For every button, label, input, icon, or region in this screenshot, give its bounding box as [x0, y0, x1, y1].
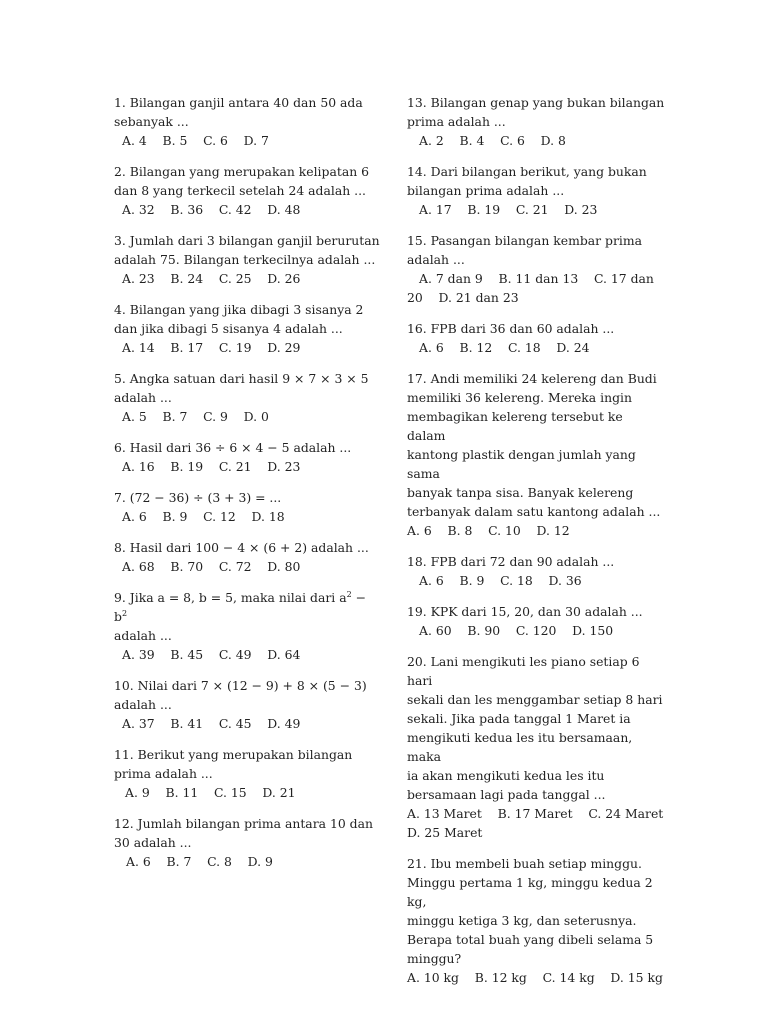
question-stem: 13. Bilangan genap yang bukan bilangan prima adalah ... — [407, 95, 665, 129]
answer-options: A. 32 B. 36 C. 42 D. 48 — [122, 202, 301, 217]
question-stem: 11. Berikut yang merupakan bilangan prima adalah ... — [114, 747, 353, 781]
answer-options: A. 6 B. 9 C. 12 D. 18 — [122, 509, 285, 524]
question-stem: 10. Nilai dari 7 × (12 − 9) + 8 × (5 − 3) adalah ... — [114, 678, 367, 712]
question-stem — [114, 588, 382, 645]
exponent: 2 — [346, 590, 352, 599]
question-stem: 20. Lani mengikuti les piano setiap 6 hari sekali dan les menggambar setiap 8 hari sekali. Jika pada tanggal 1 Maret ia mengikuti kedua les itu bersamaan, maka ia akan mengikuti kedua les itu bersamaan lagi pada tanggal ... — [407, 654, 663, 802]
question-stem: 4. Bilangan yang jika dibagi 3 sisanya 2 dan jika dibagi 5 sisanya 4 adalah ... — [114, 302, 364, 336]
question-7 — [114, 488, 382, 526]
question-11 — [114, 745, 382, 802]
answer-options: A. 60 B. 90 C. 120 D. 150 — [419, 623, 614, 638]
answer-options: A. 37 B. 41 C. 45 D. 49 — [122, 716, 301, 731]
question-stem: 18. FPB dari 72 dan 90 adalah ... — [407, 554, 615, 569]
question-stem: 2. Bilangan yang merupakan kelipatan 6 dan 8 yang terkecil setelah 24 adalah ... — [114, 164, 370, 198]
answer-options: A. 9 B. 11 C. 15 D. 21 — [125, 785, 296, 800]
answer-options: A. 4 B. 5 C. 6 D. 7 — [122, 133, 269, 148]
question-stem: 19. KPK dari 15, 20, dan 30 adalah ... — [407, 604, 643, 619]
question-8 — [114, 538, 382, 576]
question-5 — [114, 369, 382, 426]
question-stem: 1. Bilangan ganjil antara 40 dan 50 ada sebanyak ... — [114, 95, 363, 129]
answer-options — [407, 269, 665, 307]
question-12 — [114, 814, 382, 871]
question-stem: 6. Hasil dari 36 ÷ 6 × 4 − 5 adalah ... — [114, 440, 352, 455]
answer-options: A. 14 B. 17 C. 19 D. 29 — [122, 340, 301, 355]
question-6 — [114, 438, 382, 476]
answer-options: A. 2 B. 4 C. 6 D. 8 — [419, 133, 566, 148]
question-17 — [407, 369, 665, 540]
question-stem: 17. Andi memiliki 24 kelereng dan Budi memiliki 36 kelereng. Mereka ingin membagikan kelereng tersebut ke dalam kantong plastik dengan jumlah yang sama banyak tanpa sisa. Banyak kelereng terbanyak dalam satu kantong adalah ... — [407, 371, 661, 519]
question-stem: 14. Dari bilangan berikut, yang bukan bilangan prima adalah ... — [407, 164, 647, 198]
question-16 — [407, 319, 665, 357]
answer-options: A. 23 B. 24 C. 25 D. 26 — [122, 271, 301, 286]
answer-options: A. 16 B. 19 C. 21 D. 23 — [122, 459, 301, 474]
question-stem: 12. Jumlah bilangan prima antara 10 dan 30 adalah ... — [114, 816, 373, 850]
question-stem: 16. FPB dari 36 dan 60 adalah ... — [407, 321, 615, 336]
answer-options: A. 5 B. 7 C. 9 D. 0 — [122, 409, 269, 424]
answer-options: A. 6 B. 7 C. 8 D. 9 — [126, 854, 273, 869]
question-14 — [407, 162, 665, 219]
question-19 — [407, 602, 665, 640]
question-21 — [407, 854, 665, 987]
stem-part: adalah ... — [114, 628, 172, 643]
answer-options: A. 10 kg B. 12 kg C. 14 kg D. 15 kg — [407, 970, 663, 985]
question-stem: 8. Hasil dari 100 − 4 × (6 + 2) adalah ... — [114, 540, 369, 555]
question-10 — [114, 676, 382, 733]
answer-options: A. 6 B. 12 C. 18 D. 24 — [419, 340, 590, 355]
exponent: 2 — [121, 609, 128, 618]
question-2 — [114, 162, 382, 219]
answer-options: A. 39 B. 45 C. 49 D. 64 — [122, 647, 301, 662]
question-3 — [114, 231, 382, 288]
question-20 — [407, 652, 665, 842]
question-stem: 3. Jumlah dari 3 bilangan ganjil berurutan adalah 75. Bilangan terkecilnya adalah ... — [114, 233, 380, 267]
right-column — [407, 93, 665, 999]
stem-part: − b — [114, 590, 367, 624]
answer-options: A. 6 B. 8 C. 10 D. 12 — [407, 523, 570, 538]
options-line: A. 7 dan 9 B. 11 dan 13 C. 17 dan 20 D. 21 dan 23 — [407, 271, 654, 305]
question-stem: 15. Pasangan bilangan kembar prima adalah ... — [407, 233, 642, 267]
question-18 — [407, 552, 665, 590]
stem-part: 9. Jika a = 8, b = 5, maka nilai dari a — [114, 590, 347, 605]
answer-options: A. 17 B. 19 C. 21 D. 23 — [419, 202, 598, 217]
question-15 — [407, 231, 665, 307]
question-stem: 5. Angka satuan dari hasil 9 × 7 × 3 × 5 adalah ... — [114, 371, 369, 405]
question-stem: 21. Ibu membeli buah setiap minggu. Minggu pertama 1 kg, minggu kedua 2 kg, minggu ketiga 3 kg, dan seterusnya. Berapa total buah yang dibeli selama 5 minggu? — [407, 856, 654, 966]
answer-options: A. 68 B. 70 C. 72 D. 80 — [122, 559, 301, 574]
question-13 — [407, 93, 665, 150]
question-9 — [114, 588, 382, 664]
answer-options: A. 6 B. 9 C. 18 D. 36 — [419, 573, 582, 588]
question-4 — [114, 300, 382, 357]
answer-options: A. 13 Maret B. 17 Maret C. 24 Maret D. 25 Maret — [407, 806, 664, 840]
left-column — [114, 93, 382, 883]
question-1 — [114, 93, 382, 150]
question-stem: 7. (72 − 36) ÷ (3 + 3) = ... — [114, 490, 282, 505]
